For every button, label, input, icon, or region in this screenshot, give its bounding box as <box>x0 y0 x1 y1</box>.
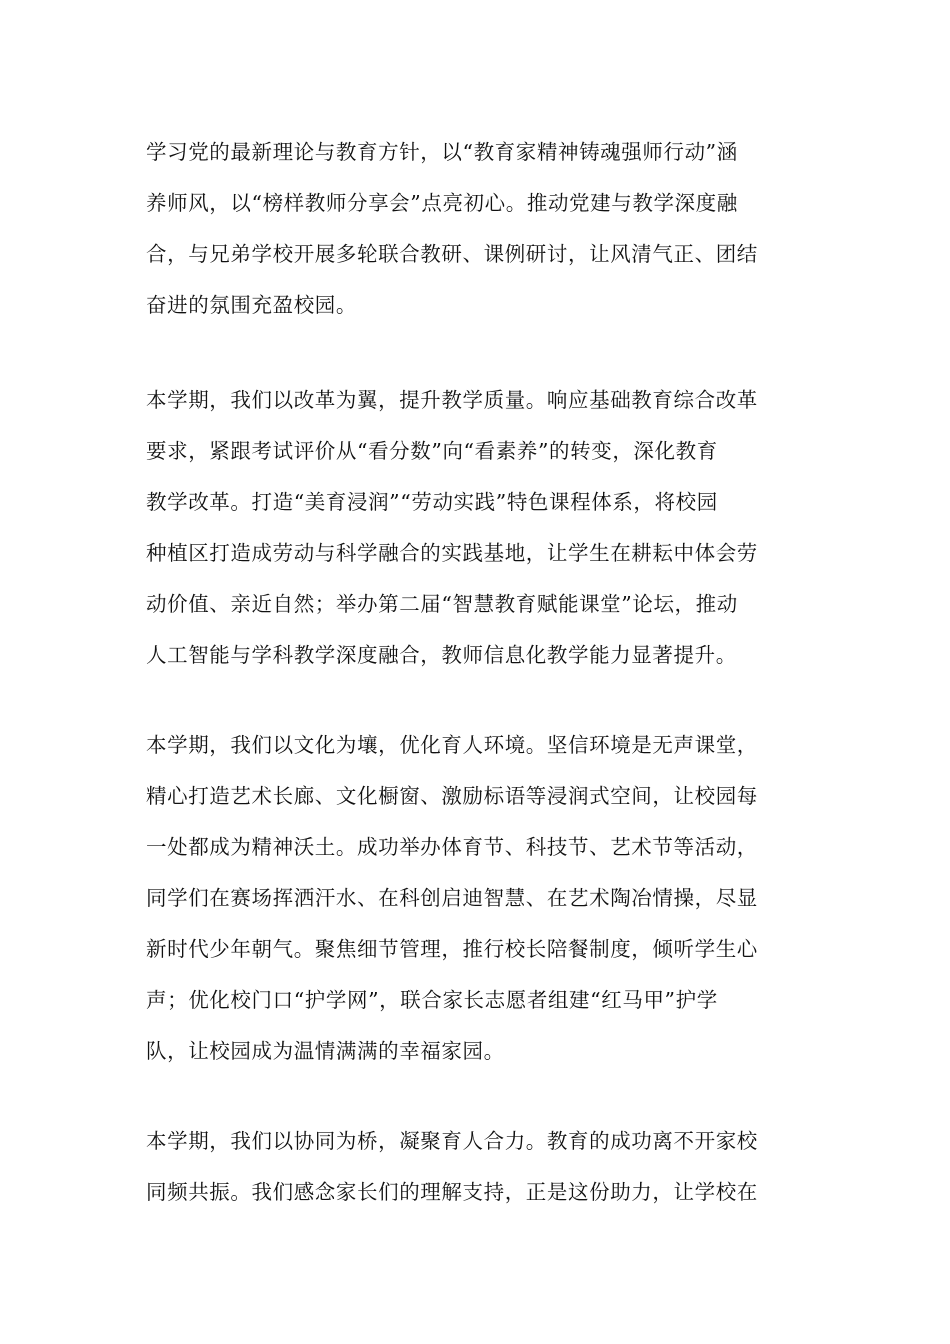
text-line: 一处都成为精神沃土。成功举办体育节、科技节、艺术节等活动， <box>146 835 758 859</box>
text-line: 动价值、亲近自然；举办第二届“智慧教育赋能课堂”论坛，推动 <box>146 592 738 616</box>
paragraph-party-building <box>146 127 816 331</box>
paragraph-collaboration <box>146 1116 816 1218</box>
text-line: 本学期，我们以协同为桥，凝聚育人合力。教育的成功离不开家校 <box>146 1129 758 1153</box>
text-line: 种植区打造成劳动与科学融合的实践基地，让学生在耕耘中体会劳 <box>146 541 758 565</box>
text-line: 声；优化校门口“护学网”，联合家长志愿者组建“红马甲”护学 <box>146 988 718 1012</box>
text-line: 同学们在赛场挥洒汗水、在科创启迪智慧、在艺术陶冶情操，尽显 <box>146 886 758 910</box>
text-line: 本学期，我们以文化为壤，优化育人环境。坚信环境是无声课堂， <box>146 733 758 757</box>
text-line: 同频共振。我们感念家长们的理解支持，正是这份助力，让学校在 <box>146 1180 758 1204</box>
paragraph-reform <box>146 375 816 681</box>
text-line: 养师风，以“榜样教师分享会”点亮初心。推动党建与教学深度融 <box>146 191 738 215</box>
text-line: 教学改革。打造“美育浸润”“劳动实践”特色课程体系，将校园 <box>146 490 718 514</box>
text-line: 奋进的氛围充盈校园。 <box>146 293 357 317</box>
paragraph-culture <box>146 720 816 1077</box>
text-line: 新时代少年朝气。聚焦细节管理，推行校长陪餐制度，倾听学生心 <box>146 937 758 961</box>
text-line: 精心打造艺术长廊、文化橱窗、激励标语等浸润式空间，让校园每 <box>146 784 758 808</box>
text-line: 要求，紧跟考试评价从“看分数”向“看素养”的转变，深化教育 <box>146 439 718 463</box>
text-line: 学习党的最新理论与教育方针，以“教育家精神铸魂强师行动”涵 <box>146 140 738 164</box>
text-line: 队，让校园成为温情满满的幸福家园。 <box>146 1039 505 1063</box>
text-line: 人工智能与学科教学深度融合，教师信息化教学能力显著提升。 <box>146 643 737 667</box>
text-line: 本学期，我们以改革为翼，提升教学质量。响应基础教育综合改革 <box>146 388 758 412</box>
text-line: 合，与兄弟学校开展多轮联合教研、课例研讨，让风清气正、团结 <box>146 242 758 266</box>
